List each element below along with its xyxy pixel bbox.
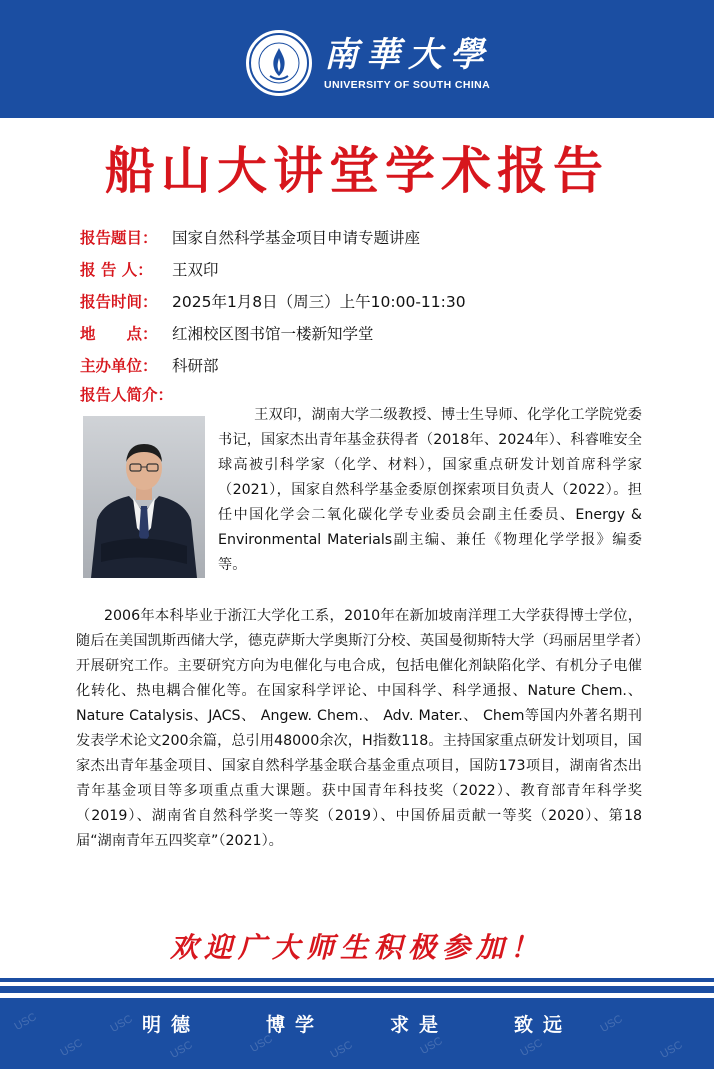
speaker-row [80, 254, 680, 286]
motto-word: 明德 [141, 1014, 200, 1036]
logo-chinese-name: 南華大學 [324, 35, 492, 75]
host-label: 主办单位： [80, 357, 158, 375]
watermark-text: USC [248, 1032, 275, 1056]
university-seal-icon [246, 30, 312, 96]
footer-stripe-thin [0, 978, 714, 982]
footer-stripe-medium [0, 986, 714, 993]
place-value: 红湘校区图书馆一楼新知学堂 [172, 325, 374, 343]
bio-paragraph-2: 2006年本科毕业于浙江大学化工系，2010年在新加坡南洋理工大学获得博士学位，随后在美国凯斯西储大学，德克萨斯大学奥斯汀分校、英国曼彻斯特大学（玛丽居里学者）开展研究工作。主要研究方向为电催化与电合成，包括电催化剂缺陷化学、有机分子电催化转化、热电耦合催化等。在国家科学评论、中国科学、科学通报、Nature Chem.、 Nature Catalysis、JACS、 Angew. Chem.、 Adv. Mater.、 Chem等国内外著名期刊发表学术论文200余篇，总引用48000余次，H指数118。主持国家重点研发计划项目，国家杰出青年基金项目、国家自然科学基金联合基金重点项目，国防173项目，湖南省杰出青年基金项目等多项重点重大课题。获中国青年科技奖（2022）、教育部青年科学奖（2019）、湖南省自然科学奖一等奖（2019）、中国侨届贡献一等奖（2020）、第18届“湖南青年五四奖章”（2021）。 [76, 608, 642, 849]
place-row [80, 318, 680, 350]
place-label: 地 点： [80, 325, 158, 343]
watermark-text: USC [12, 1010, 39, 1034]
host-row [80, 350, 680, 382]
university-logo [246, 30, 492, 96]
poster-title: 船山大讲堂学术报告 [105, 142, 609, 200]
topic-label: 报告题目： [80, 229, 158, 247]
motto-word: 求是 [389, 1014, 448, 1036]
logo-english-name: UNIVERSITY OF SOUTH CHINA [324, 79, 491, 91]
footer-band [0, 998, 714, 1069]
motto-word: 致远 [513, 1014, 572, 1036]
speaker-intro-label: 报告人简介： [80, 386, 174, 404]
watermark-text: USC [108, 1012, 135, 1036]
bio-paragraph-1 [218, 403, 642, 578]
host-value: 科研部 [172, 357, 219, 375]
time-label: 报告时间： [80, 293, 158, 311]
watermark-text: USC [598, 1012, 625, 1036]
watermark-text: USC [518, 1036, 545, 1060]
speaker-label: 报 告 人： [80, 261, 153, 279]
motto-word: 博学 [265, 1014, 324, 1036]
event-info [80, 222, 680, 382]
watermark-text: USC [58, 1036, 85, 1060]
header-band [0, 0, 714, 118]
welcome-slogan: 欢迎广大师生积极参加！ [169, 931, 544, 964]
bio-paragraph-1-text: 王双印，湖南大学二级教授、博士生导师、化学化工学院党委书记，国家杰出青年基金获得者（2018年、2024年）、科睿唯安全球高被引科学家（化学、材料），国家重点研发计划首席科学家（2021），国家自然科学基金委原创探索项目负责人（2022）。担任中国化学会二氧化碳化学专业委员会副主任委员、Energy & Environmental Materials副主编、兼任《物理化学学报》编委等。 [218, 407, 642, 573]
time-row [80, 286, 680, 318]
university-motto [0, 1010, 714, 1037]
speaker-photo [83, 416, 205, 578]
time-value: 2025年1月8日（周三）上午10:00-11:30 [172, 293, 466, 311]
watermark-text: USC [328, 1038, 355, 1062]
watermark-text: USC [418, 1034, 445, 1058]
topic-value: 国家自然科学基金项目申请专题讲座 [172, 229, 421, 247]
speaker-value: 王双印 [172, 261, 219, 279]
watermark-text: USC [658, 1038, 685, 1062]
watermark-text: USC [168, 1038, 195, 1062]
topic-row [80, 222, 680, 254]
